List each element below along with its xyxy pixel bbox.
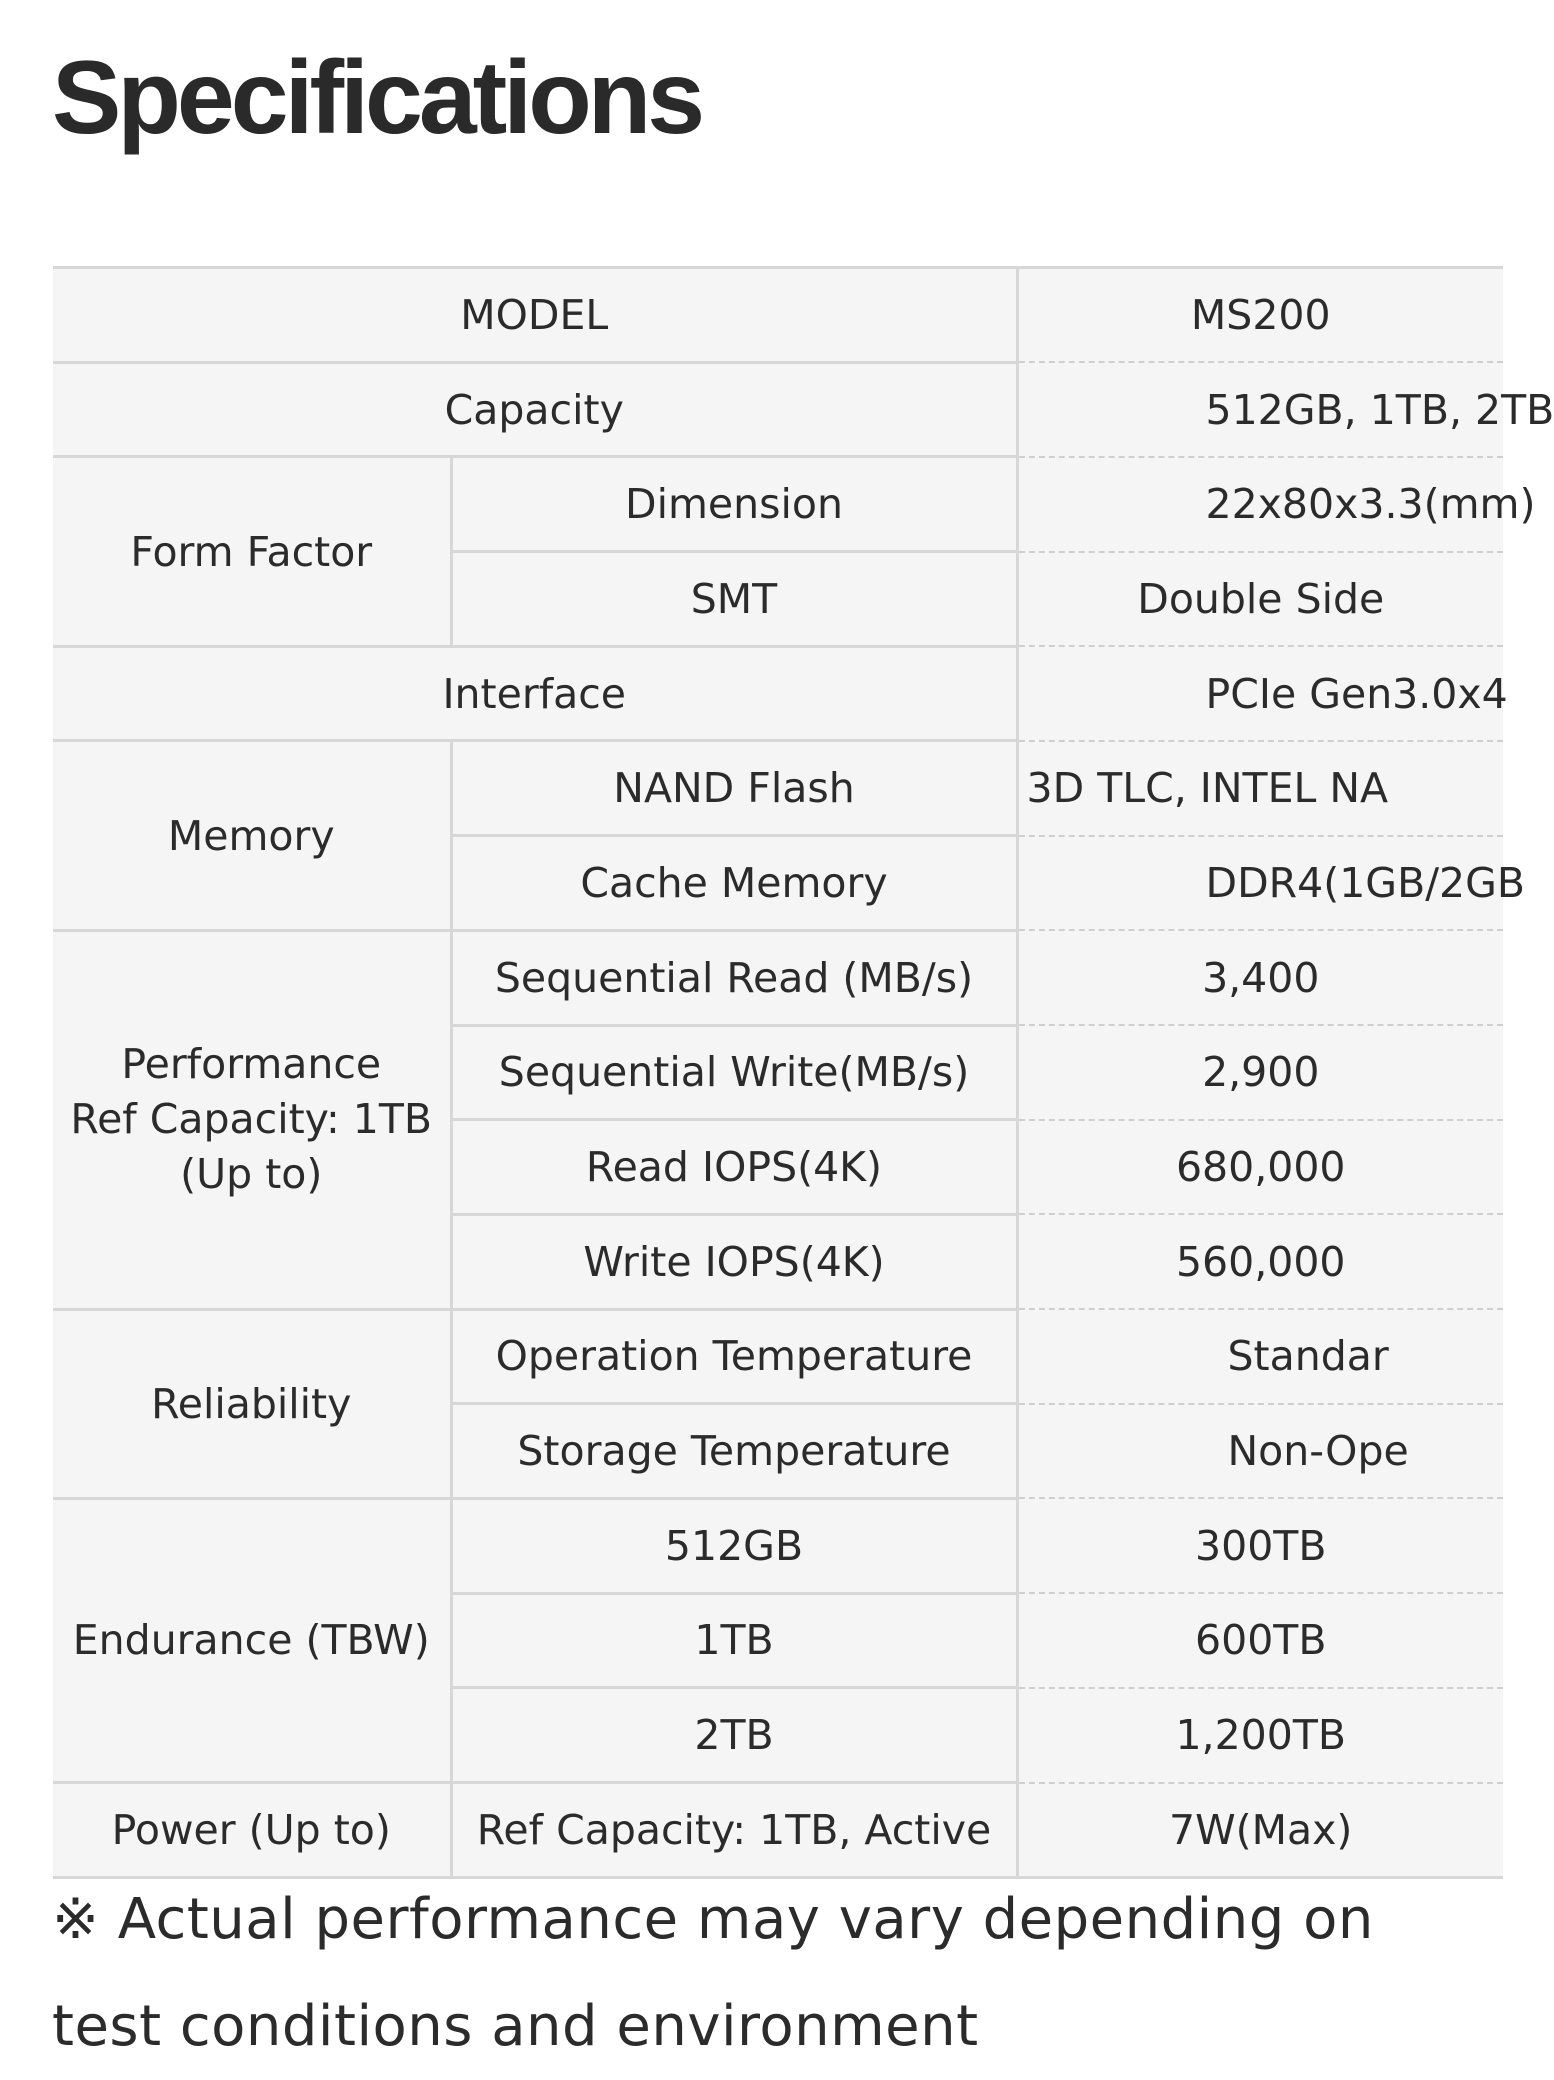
memory-label: Memory [53,741,451,930]
write-iops-label: Write IOPS(4K) [451,1214,1017,1309]
table-row-op-temp [53,1309,1503,1404]
dimension-label: Dimension [451,457,1017,552]
capacity-label: Capacity [53,362,1017,457]
seq-write-label: Sequential Write(MB/s) [451,1025,1017,1120]
write-iops-value: 560,000 [1017,1214,1503,1309]
performance-label [53,930,451,1309]
performance-label-line2: Ref Capacity: 1TB [70,1095,433,1144]
seq-read-label: Sequential Read (MB/s) [451,930,1017,1025]
performance-label-line3: (Up to) [180,1150,323,1199]
table-row-model [53,268,1503,363]
nand-label: NAND Flash [451,741,1017,836]
form-factor-label: Form Factor [53,457,451,646]
endurance-512-label: 512GB [451,1498,1017,1593]
spec-table-container[interactable] [53,266,1554,1858]
reliability-label: Reliability [53,1309,451,1498]
table-row-interface [53,646,1503,741]
endurance-label: Endurance (TBW) [53,1498,451,1782]
dimension-value: 22x80x3.3(mm) [1017,457,1503,552]
endurance-512-value: 300TB [1017,1498,1503,1593]
endurance-2tb-label: 2TB [451,1688,1017,1783]
storage-temp-label: Storage Temperature [451,1404,1017,1499]
table-row-power [53,1783,1503,1878]
nand-value: 3D TLC, INTEL NA [1017,741,1503,836]
cache-value: DDR4(1GB/2GB [1017,836,1503,931]
model-value: MS200 [1017,268,1503,363]
op-temp-label: Operation Temperature [451,1309,1017,1404]
table-row-nand [53,741,1503,836]
power-value: 7W(Max) [1017,1783,1503,1878]
cache-label: Cache Memory [451,836,1017,931]
interface-label: Interface [53,646,1017,741]
storage-temp-value: Non-Ope [1017,1404,1503,1499]
spec-table [53,266,1554,1879]
table-row-seq-read [53,930,1503,1025]
model-label: MODEL [53,268,1017,363]
smt-value: Double Side [1017,552,1503,647]
performance-label-line1: Performance [121,1040,382,1089]
power-label: Power (Up to) [53,1783,451,1878]
seq-write-value: 2,900 [1017,1025,1503,1120]
table-row-dimension [53,457,1503,552]
power-sub-label: Ref Capacity: 1TB, Active [451,1783,1017,1878]
performance-footnote: ※ Actual performance may vary depending on test conditions and environment [52,1887,1374,2059]
interface-value: PCIe Gen3.0x4 [1017,646,1503,741]
seq-read-value: 3,400 [1017,930,1503,1025]
endurance-1tb-value: 600TB [1017,1593,1503,1688]
read-iops-label: Read IOPS(4K) [451,1120,1017,1215]
endurance-2tb-value: 1,200TB [1017,1688,1503,1783]
op-temp-value: Standar [1017,1309,1503,1404]
endurance-1tb-label: 1TB [451,1593,1017,1688]
page-title: Specifications [52,40,702,156]
table-row-capacity [53,362,1503,457]
smt-label: SMT [451,552,1017,647]
table-row-endurance-512 [53,1498,1503,1593]
read-iops-value: 680,000 [1017,1120,1503,1215]
capacity-value: 512GB, 1TB, 2TB [1017,362,1503,457]
